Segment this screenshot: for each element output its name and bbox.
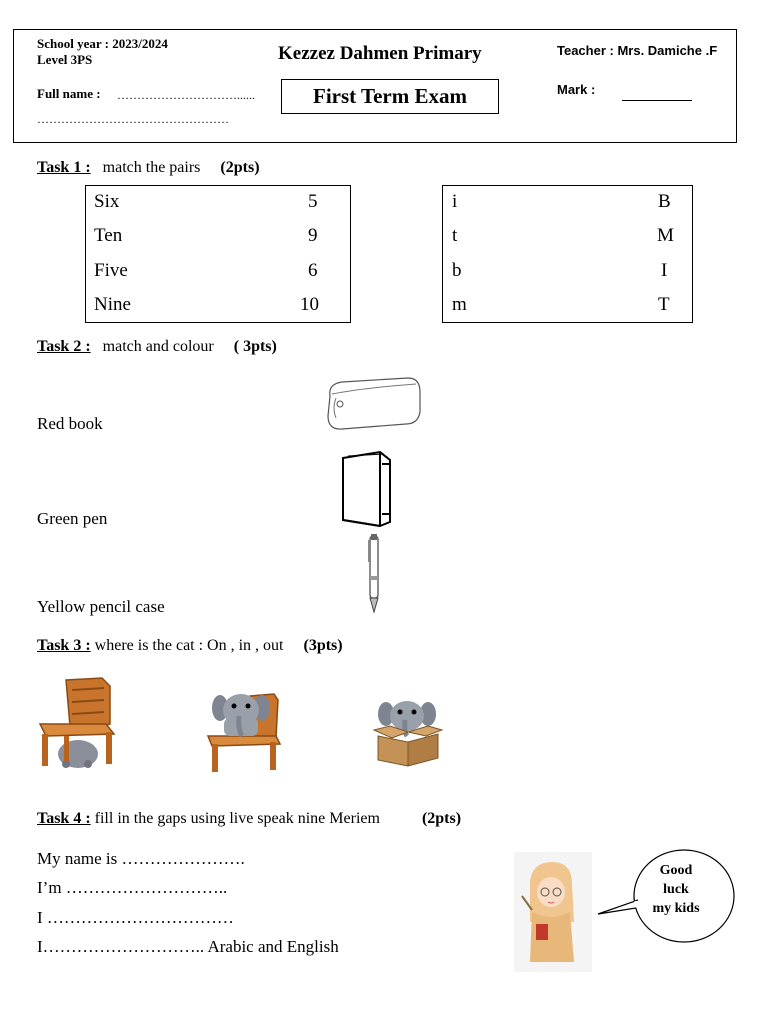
mark-field[interactable] — [622, 100, 692, 101]
full-name-label: Full name : — [37, 86, 101, 101]
item-green-pen[interactable]: Green pen — [37, 509, 108, 528]
task1-title — [37, 159, 260, 177]
word-cell[interactable]: Ten — [94, 225, 123, 246]
lowercase-cell[interactable]: t — [452, 225, 458, 246]
bubble-line: my kids — [652, 901, 700, 916]
gap-line-name[interactable]: My name is …………………. — [37, 849, 245, 868]
uppercase-cell[interactable]: T — [658, 294, 670, 315]
gap-line-live[interactable]: I …………………………… — [37, 908, 234, 927]
lowercase-cell[interactable]: i — [452, 191, 458, 212]
elephant-on-chair-image[interactable] — [204, 690, 282, 772]
task1-points: (2pts) — [220, 159, 260, 176]
bubble-line: luck — [663, 882, 689, 897]
task3-title — [37, 637, 343, 655]
task1-label: Task 1 : — [37, 159, 91, 176]
full-name-dots[interactable]: …………………………...... — [117, 88, 255, 102]
school-name: Kezzez Dahmen Primary — [278, 43, 482, 64]
task2-label: Task 2 : — [37, 338, 91, 355]
task4-title — [37, 810, 461, 828]
exam-title: First Term Exam — [281, 79, 499, 114]
number-cell[interactable]: 9 — [308, 225, 318, 246]
task4-points: (2pts) — [421, 810, 462, 827]
lowercase-cell[interactable]: b — [452, 260, 462, 281]
pencil-case-image[interactable] — [322, 374, 424, 432]
mark-label: Mark : — [557, 82, 596, 97]
task2-points: ( 3pts) — [233, 338, 277, 355]
task3-label: Task 3 : — [37, 637, 91, 654]
teacher-girl-image — [514, 852, 592, 972]
task2-instruction: match and colour — [102, 338, 214, 355]
task2-title — [37, 338, 277, 356]
elephant-under-chair-image[interactable] — [36, 676, 118, 770]
gap-line-speak[interactable]: I……………………….. Arabic and English — [37, 937, 339, 956]
uppercase-cell[interactable]: B — [658, 191, 671, 212]
full-name-dots-line2[interactable]: ………………………………………… — [37, 112, 229, 126]
letters-match-table — [442, 185, 693, 323]
elephant-in-box-image[interactable] — [372, 696, 444, 768]
number-cell[interactable]: 6 — [308, 260, 318, 281]
word-cell[interactable]: Five — [94, 260, 128, 281]
item-red-book[interactable]: Red book — [37, 414, 103, 433]
pen-image[interactable] — [362, 532, 386, 616]
uppercase-cell[interactable]: M — [657, 225, 674, 246]
teacher-name: Teacher : Mrs. Damiche .F — [557, 43, 718, 58]
task3-instruction: where is the cat : On , in , out — [94, 637, 284, 654]
bubble-text — [645, 861, 707, 918]
item-yellow-pencil-case[interactable]: Yellow pencil case — [37, 597, 165, 616]
bubble-line: Good — [659, 863, 693, 878]
task3-points: (3pts) — [303, 637, 343, 654]
uppercase-cell[interactable]: I — [661, 260, 668, 281]
school-year: School year : 2023/2024 — [37, 36, 168, 51]
task4-label: Task 4 : — [37, 810, 91, 827]
word-cell[interactable]: Nine — [94, 294, 131, 315]
level: Level 3PS — [37, 52, 93, 67]
number-cell[interactable]: 5 — [308, 191, 318, 212]
lowercase-cell[interactable]: m — [452, 294, 467, 315]
word-cell[interactable]: Six — [94, 191, 120, 212]
task1-instruction: match the pairs — [102, 159, 201, 176]
task4-instruction: fill in the gaps using live speak nine Meriem — [94, 810, 380, 827]
gap-line-age[interactable]: I’m ……………………….. — [37, 878, 228, 897]
number-cell[interactable]: 10 — [300, 294, 319, 315]
numbers-match-table — [85, 185, 351, 323]
book-image[interactable] — [338, 450, 398, 528]
